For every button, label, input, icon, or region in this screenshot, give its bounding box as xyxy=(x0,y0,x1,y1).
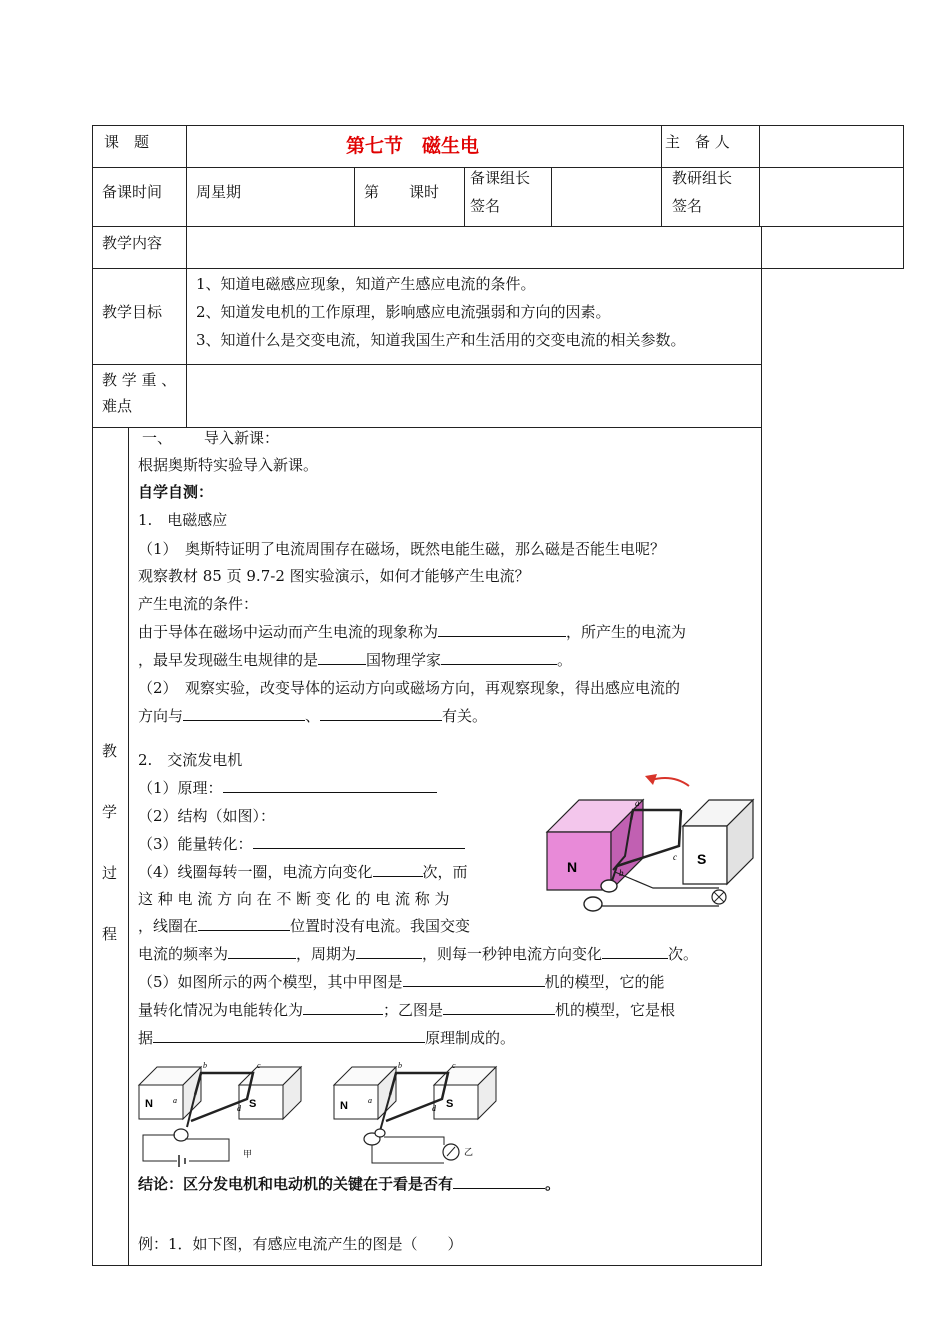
table-col-rule xyxy=(464,167,465,226)
fill-question xyxy=(138,706,487,726)
question-text: 观察教材 85 页 9.7-2 图实验演示，如何才能够产生电流？ xyxy=(138,567,530,585)
conclusion-text: 结论：区分发电机和电动机的关键在于看是否有 。 xyxy=(138,1175,561,1193)
table-col-rule xyxy=(128,427,129,1265)
table-col-rule xyxy=(761,226,762,1266)
fill-question xyxy=(138,862,468,882)
question-text: 机的模型，它是根 xyxy=(555,1001,676,1019)
fill-question xyxy=(138,944,698,964)
intro-text: 根据奥斯特实验导入新课。 xyxy=(138,456,319,474)
question-text: （3）能量转化： xyxy=(138,835,253,853)
answer-blank[interactable] xyxy=(318,650,366,665)
answer-blank[interactable] xyxy=(453,1174,545,1189)
item-heading: 1. 电磁感应 xyxy=(138,511,228,529)
answer-blank[interactable] xyxy=(303,1000,383,1015)
table-col-rule xyxy=(186,125,187,427)
pole-label-s: S xyxy=(446,1098,454,1110)
question-text: 电流的频率为 xyxy=(138,945,229,963)
coil-label: b xyxy=(619,868,624,878)
question-text: 方向与 xyxy=(138,707,184,725)
fill-question xyxy=(138,1000,675,1020)
coil-label: c xyxy=(257,1061,261,1070)
answer-blank[interactable] xyxy=(373,862,423,877)
question-text: 产生电流的条件： xyxy=(138,595,259,613)
generator-model-jia xyxy=(135,1055,310,1170)
pole-label-n: N xyxy=(340,1100,348,1112)
process-label-char: 过 xyxy=(102,864,118,882)
fill-question xyxy=(138,834,465,854)
question-text: 位置时没有电流。我国交变 xyxy=(290,917,471,935)
answer-blank[interactable] xyxy=(356,944,422,959)
pole-label-s: S xyxy=(697,851,707,867)
table-border-right xyxy=(903,125,904,269)
answer-blank[interactable] xyxy=(223,778,437,793)
key-points-label: 教 学 重 、 xyxy=(102,371,177,389)
goal-item: 1、知道电磁感应现象，知道产生感应电流的条件。 xyxy=(196,275,536,293)
topic-label: 课 题 xyxy=(104,133,150,151)
question-text: 有关。 xyxy=(442,707,488,725)
question-text: 国物理学家 xyxy=(366,651,442,669)
table-rule xyxy=(92,364,762,365)
process-label-char: 学 xyxy=(102,803,118,821)
table-col-rule xyxy=(551,167,552,226)
question-text: （1） 奥斯特证明了电流周围存在磁场，既然电能生磁，那么磁是否能生电呢？ xyxy=(138,540,666,558)
research-leader-sign-label: 签名 xyxy=(672,197,703,215)
teaching-goals-label: 教学目标 xyxy=(102,303,163,321)
fill-question xyxy=(138,1028,515,1048)
table-border-left xyxy=(92,125,93,1266)
section-number: 一、 xyxy=(142,429,173,447)
coil-label: c xyxy=(673,852,677,862)
teaching-content-label: 教学内容 xyxy=(102,234,163,252)
question-text: 这 种 电 流 方 向 在 不 断 变 化 的 电 流 称 为 xyxy=(138,890,450,908)
question-text: ，最早发现磁生电规律的是 xyxy=(138,651,319,669)
question-text: 、 xyxy=(305,707,321,725)
table-col-rule xyxy=(661,125,662,226)
fill-question xyxy=(138,972,665,992)
group-leader-sign-label: 签名 xyxy=(470,197,501,215)
question-text: ，周期为 xyxy=(296,945,357,963)
coil-label: a xyxy=(368,1096,372,1105)
fill-question xyxy=(138,622,686,642)
table-rule xyxy=(92,268,904,269)
goal-item: 2、知道发电机的工作原理，影响感应电流强弱和方向的因素。 xyxy=(196,303,611,321)
fill-question xyxy=(138,778,437,798)
pole-label-n: N xyxy=(145,1098,153,1110)
preparer-label: 主 备 人 xyxy=(665,133,730,151)
fill-question xyxy=(138,916,470,936)
question-text: 原理制成的。 xyxy=(425,1029,516,1047)
answer-blank[interactable] xyxy=(438,622,566,637)
week-label: 周星期 xyxy=(196,183,242,201)
answer-blank[interactable] xyxy=(198,916,290,931)
question-text: （5）如图所示的两个模型，其中甲图是 xyxy=(138,973,403,991)
self-test-heading: 自学自测： xyxy=(138,483,214,501)
generator-model-yi xyxy=(330,1055,505,1170)
question-text: 由于导体在磁场中运动而产生电流的现象称为 xyxy=(138,623,439,641)
research-leader-label: 教研组长 xyxy=(672,169,733,187)
process-label-char: 程 xyxy=(102,925,118,943)
fill-question xyxy=(138,650,572,670)
figure-label: 甲 xyxy=(243,1150,253,1160)
answer-blank[interactable] xyxy=(183,706,305,721)
table-border-bottom xyxy=(92,1265,762,1266)
question-text: 据 xyxy=(138,1029,154,1047)
coil-label: a xyxy=(635,798,640,808)
question-text: 。 xyxy=(557,651,573,669)
table-col-rule xyxy=(354,167,355,226)
prep-time-label: 备课时间 xyxy=(102,183,163,201)
question-text: ，线圈在 xyxy=(138,917,199,935)
table-rule xyxy=(92,226,904,227)
answer-blank[interactable] xyxy=(403,972,545,987)
answer-blank[interactable] xyxy=(320,706,442,721)
question-text: （1）原理： xyxy=(138,779,223,797)
page-title: 第七节 磁生电 xyxy=(346,135,480,157)
question-text: 量转化情况为电能转化为 xyxy=(138,1001,304,1019)
question-text: （2） 观察实验，改变导体的运动方向或磁场方向，再观察现象，得出感应电流的 xyxy=(138,679,681,697)
question-text: ，则每一秒钟电流方向变化 xyxy=(422,945,603,963)
coil-label: d xyxy=(432,1104,436,1113)
coil-label: d xyxy=(237,1104,241,1113)
coil-label: a xyxy=(173,1096,177,1105)
key-points-label-2: 难点 xyxy=(102,397,133,415)
question-text: ，所产生的电流为 xyxy=(566,623,687,641)
goal-item: 3、知道什么是交变电流，知道我国生产和生活用的交变电流的相关参数。 xyxy=(196,331,686,349)
figure-label: 乙 xyxy=(464,1148,474,1158)
ac-generator-figure xyxy=(533,760,761,930)
question-text: （2）结构（如图）： xyxy=(138,807,276,825)
process-label-char: 教 xyxy=(102,742,118,760)
section-title: 导入新课： xyxy=(204,429,280,447)
coil-label: b xyxy=(203,1061,207,1070)
answer-blank[interactable] xyxy=(443,1000,555,1015)
question-text: 次。 xyxy=(668,945,699,963)
answer-blank[interactable] xyxy=(441,650,557,665)
item-heading: 2. 交流发电机 xyxy=(138,751,243,769)
question-text: ；乙图是 xyxy=(383,1001,444,1019)
table-col-rule xyxy=(759,125,760,226)
example-question: 例：1．如下图，有感应电流产生的图是（ ） xyxy=(138,1235,463,1253)
group-leader-label: 备课组长 xyxy=(470,169,531,187)
answer-blank[interactable] xyxy=(253,834,465,849)
question-text: （4）线圈每转一圈，电流方向变化 xyxy=(138,863,373,881)
table-rule xyxy=(92,427,762,428)
answer-blank[interactable] xyxy=(228,944,296,959)
coil-label: c xyxy=(452,1061,456,1070)
coil-label: b xyxy=(398,1061,402,1070)
question-text: 机的模型，它的能 xyxy=(544,973,665,991)
answer-blank[interactable] xyxy=(602,944,668,959)
table-border-top xyxy=(92,125,904,126)
pole-label-n: N xyxy=(567,859,578,875)
pole-label-s: S xyxy=(249,1098,257,1110)
period-label: 第 课时 xyxy=(364,183,440,201)
answer-blank[interactable] xyxy=(153,1028,425,1043)
question-text: 次，而 xyxy=(422,863,468,881)
